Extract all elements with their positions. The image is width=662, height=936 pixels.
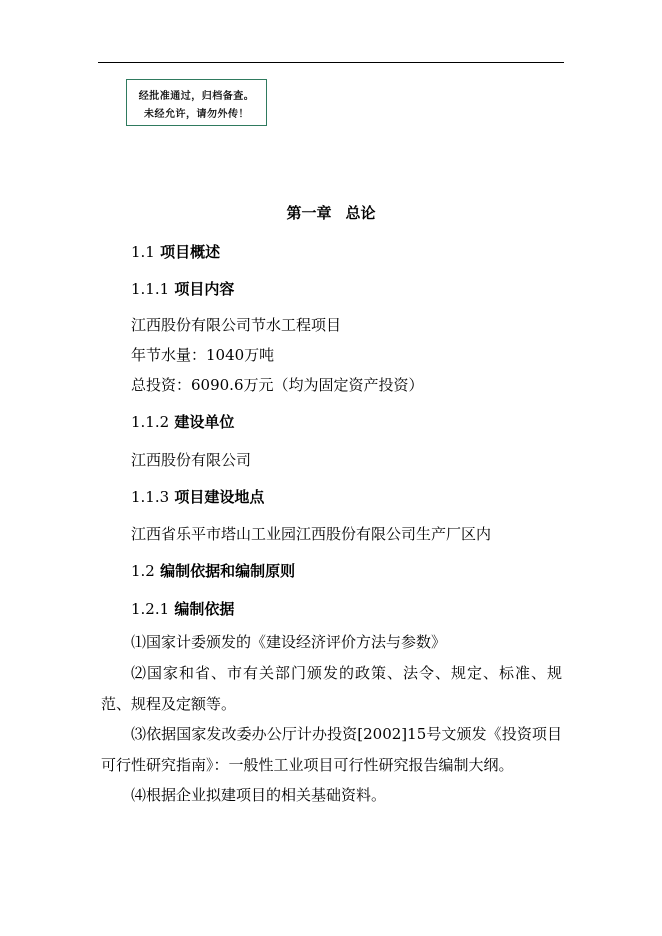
section-number: 1.2.1 <box>131 600 170 618</box>
basis-item-1: ⑴国家计委颁发的《建设经济评价方法与参数》 <box>131 633 447 651</box>
basis-item-3: ⑶依据国家发改委办公厅计办投资[2002]15号文颁发《投资项目可行性研究指南》：一般性工业项目可行性研究报告编制大纲。 <box>101 725 562 774</box>
stamp-line-2: 未经允许，请勿外传！ <box>144 109 249 120</box>
stamp-line-1: 经批准通过，归档备查。 <box>138 91 255 102</box>
section-1-2-heading <box>131 560 295 581</box>
section-number: 1.1.2 <box>131 413 170 431</box>
section-1-1-2-heading <box>131 411 234 432</box>
chapter-name: 总论 <box>345 204 376 222</box>
location-text: 江西省乐平市塔山工业园江西股份有限公司生产厂区内 <box>131 525 492 543</box>
section-title: 项目建设地点 <box>174 488 265 506</box>
section-1-2-1-heading <box>131 598 234 619</box>
section-1-1-3-heading <box>131 486 264 507</box>
section-title: 项目概述 <box>160 243 221 261</box>
basis-item-2: ⑵国家和省、市有关部门颁发的政策、法令、规定、标准、规范、规程及定额等。 <box>101 664 562 713</box>
section-title: 建设单位 <box>174 413 235 431</box>
chapter-number: 第一章 <box>286 204 332 222</box>
section-title: 项目内容 <box>174 280 235 298</box>
builder-text: 江西股份有限公司 <box>131 451 252 469</box>
header-rule <box>98 62 564 63</box>
approval-stamp <box>126 79 267 126</box>
project-name-line: 江西股份有限公司节水工程项目 <box>131 316 342 334</box>
section-title: 编制依据和编制原则 <box>160 562 296 580</box>
section-title: 编制依据 <box>174 600 235 618</box>
chapter-title <box>0 202 662 223</box>
section-number: 1.1.3 <box>131 488 170 506</box>
section-number: 1.1.1 <box>131 280 170 298</box>
investment-line: 总投资：6090.6万元（均为固定资产投资） <box>131 376 424 394</box>
section-1-1-1-heading <box>131 278 234 299</box>
basis-item-4: ⑷根据企业拟建项目的相关基础资料。 <box>131 786 387 804</box>
section-number: 1.1 <box>131 243 155 261</box>
water-saving-line: 年节水量：1040万吨 <box>131 346 275 364</box>
section-number: 1.2 <box>131 562 155 580</box>
section-1-1-heading <box>131 241 220 262</box>
